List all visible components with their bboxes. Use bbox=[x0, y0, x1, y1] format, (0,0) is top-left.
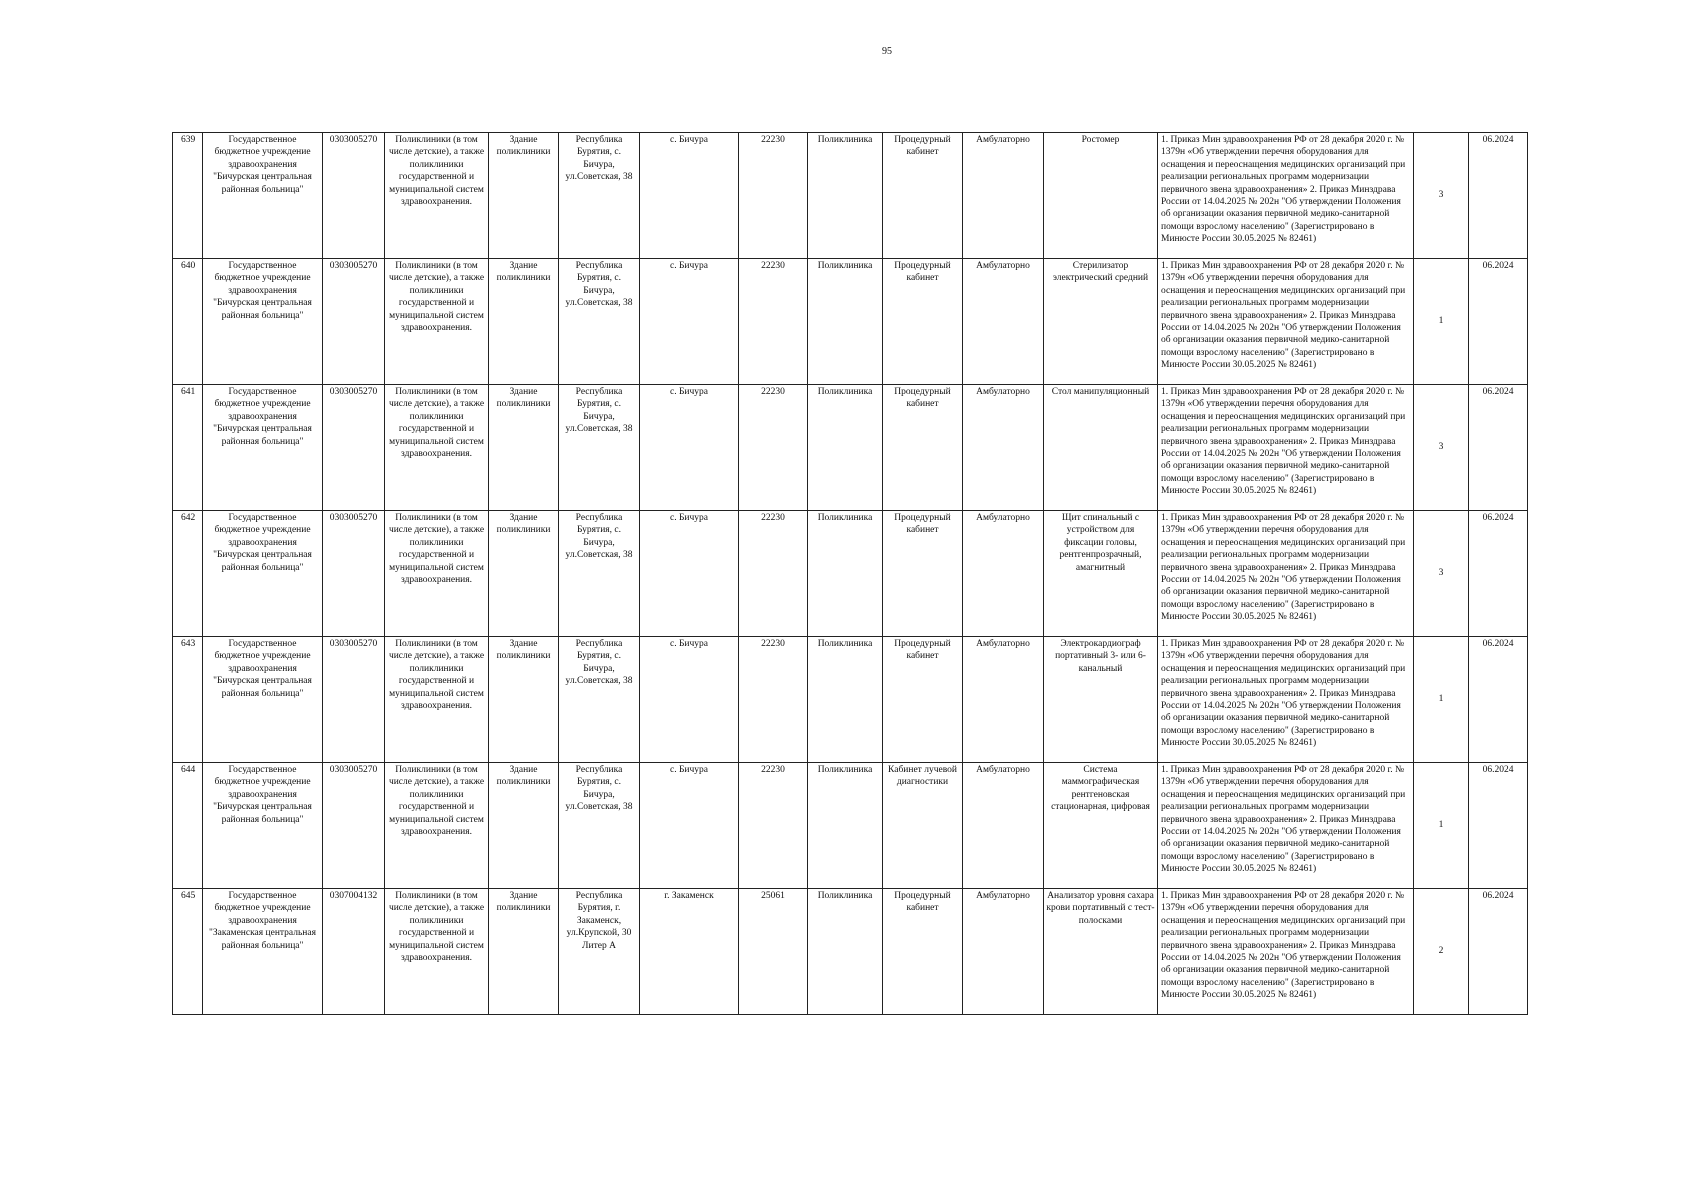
equipment-name-cell: Система маммографическая рентгеновская стационарная, цифровая bbox=[1044, 763, 1158, 889]
care-type-cell: Амбулаторно bbox=[963, 511, 1044, 637]
facility-type-cell: Поликлиники (в том числе детские), а также поликлиники государственной и муниципальной систем здравоохранения. bbox=[385, 259, 489, 385]
facility-type-cell: Поликлиники (в том числе детские), а также поликлиники государственной и муниципальной систем здравоохранения. bbox=[385, 889, 489, 1015]
care-type-cell: Амбулаторно bbox=[963, 385, 1044, 511]
settlement-code-cell: 22230 bbox=[739, 133, 808, 259]
inn-code-cell: 0303005270 bbox=[323, 763, 385, 889]
delivery-date-cell: 06.2024 bbox=[1469, 889, 1528, 1015]
room-name-cell: Кабинет лучевой диагностики bbox=[883, 763, 963, 889]
unit-name-cell: Поликлиника bbox=[808, 889, 883, 1015]
inn-code-cell: 0307004132 bbox=[323, 889, 385, 1015]
room-name-cell: Процедурный кабинет bbox=[883, 637, 963, 763]
unit-name-cell: Поликлиника bbox=[808, 133, 883, 259]
quantity-cell: 1 bbox=[1414, 259, 1469, 385]
address-cell: Республика Бурятия, с. Бичура, ул.Советская, 38 bbox=[559, 637, 640, 763]
equipment-name-cell: Стол манипуляционный bbox=[1044, 385, 1158, 511]
row-number-cell: 639 bbox=[173, 133, 203, 259]
table-row bbox=[173, 637, 1528, 763]
delivery-date-cell: 06.2024 bbox=[1469, 763, 1528, 889]
room-name-cell: Процедурный кабинет bbox=[883, 889, 963, 1015]
organization-name-cell: Государственное бюджетное учреждение здравоохранения "Бичурская центральная районная больница" bbox=[203, 385, 323, 511]
facility-type-cell: Поликлиники (в том числе детские), а также поликлиники государственной и муниципальной систем здравоохранения. bbox=[385, 763, 489, 889]
legal-basis-cell: 1. Приказ Мин здравоохранения РФ от 28 декабря 2020 г. № 1379н «Об утверждении перечня оборудования для оснащения и переоснащения медицинских организаций при реализации региональных программ модернизации первичного звена здравоохранения» 2. Приказ Минздрава России от 14.04.2025 № 202н "Об утверждении Положения об организации оказания первичной медико-санитарной помощи взрослому населению" (Зарегистрировано в Минюсте России 30.05.2025 № 82461) bbox=[1158, 259, 1414, 385]
building-name-cell: Здание поликлиники bbox=[489, 259, 559, 385]
legal-basis-cell: 1. Приказ Мин здравоохранения РФ от 28 декабря 2020 г. № 1379н «Об утверждении перечня оборудования для оснащения и переоснащения медицинских организаций при реализации региональных программ модернизации первичного звена здравоохранения» 2. Приказ Минздрава России от 14.04.2025 № 202н "Об утверждении Положения об организации оказания первичной медико-санитарной помощи взрослому населению" (Зарегистрировано в Минюсте России 30.05.2025 № 82461) bbox=[1158, 511, 1414, 637]
settlement-code-cell: 25061 bbox=[739, 889, 808, 1015]
settlement-code-cell: 22230 bbox=[739, 637, 808, 763]
building-name-cell: Здание поликлиники bbox=[489, 133, 559, 259]
facility-type-cell: Поликлиники (в том числе детские), а также поликлиники государственной и муниципальной систем здравоохранения. bbox=[385, 637, 489, 763]
settlement-code-cell: 22230 bbox=[739, 385, 808, 511]
quantity-cell: 1 bbox=[1414, 637, 1469, 763]
organization-name-cell: Государственное бюджетное учреждение здравоохранения "Бичурская центральная районная больница" bbox=[203, 511, 323, 637]
row-number-cell: 644 bbox=[173, 763, 203, 889]
inn-code-cell: 0303005270 bbox=[323, 385, 385, 511]
locality-cell: с. Бичура bbox=[640, 133, 739, 259]
unit-name-cell: Поликлиника bbox=[808, 259, 883, 385]
quantity-cell: 3 bbox=[1414, 133, 1469, 259]
organization-name-cell: Государственное бюджетное учреждение здравоохранения "Бичурская центральная районная больница" bbox=[203, 259, 323, 385]
building-name-cell: Здание поликлиники bbox=[489, 889, 559, 1015]
legal-basis-cell: 1. Приказ Мин здравоохранения РФ от 28 декабря 2020 г. № 1379н «Об утверждении перечня оборудования для оснащения и переоснащения медицинских организаций при реализации региональных программ модернизации первичного звена здравоохранения» 2. Приказ Минздрава России от 14.04.2025 № 202н "Об утверждении Положения об организации оказания первичной медико-санитарной помощи взрослому населению" (Зарегистрировано в Минюсте России 30.05.2025 № 82461) bbox=[1158, 637, 1414, 763]
unit-name-cell: Поликлиника bbox=[808, 511, 883, 637]
organization-name-cell: Государственное бюджетное учреждение здравоохранения "Бичурская центральная районная больница" bbox=[203, 133, 323, 259]
equipment-name-cell: Щит спинальный с устройством для фиксации головы, рентгенпрозрачный, амагнитный bbox=[1044, 511, 1158, 637]
legal-basis-cell: 1. Приказ Мин здравоохранения РФ от 28 декабря 2020 г. № 1379н «Об утверждении перечня оборудования для оснащения и переоснащения медицинских организаций при реализации региональных программ модернизации первичного звена здравоохранения» 2. Приказ Минздрава России от 14.04.2025 № 202н "Об утверждении Положения об организации оказания первичной медико-санитарной помощи взрослому населению" (Зарегистрировано в Минюсте России 30.05.2025 № 82461) bbox=[1158, 763, 1414, 889]
registry-body bbox=[173, 133, 1528, 1015]
inn-code-cell: 0303005270 bbox=[323, 637, 385, 763]
room-name-cell: Процедурный кабинет bbox=[883, 385, 963, 511]
quantity-cell: 3 bbox=[1414, 385, 1469, 511]
room-name-cell: Процедурный кабинет bbox=[883, 511, 963, 637]
legal-basis-cell: 1. Приказ Мин здравоохранения РФ от 28 декабря 2020 г. № 1379н «Об утверждении перечня оборудования для оснащения и переоснащения медицинских организаций при реализации региональных программ модернизации первичного звена здравоохранения» 2. Приказ Минздрава России от 14.04.2025 № 202н "Об утверждении Положения об организации оказания первичной медико-санитарной помощи взрослому населению" (Зарегистрировано в Минюсте России 30.05.2025 № 82461) bbox=[1158, 889, 1414, 1015]
address-cell: Республика Бурятия, г. Закаменск, ул.Крупской, 30 Литер А bbox=[559, 889, 640, 1015]
inn-code-cell: 0303005270 bbox=[323, 133, 385, 259]
unit-name-cell: Поликлиника bbox=[808, 763, 883, 889]
unit-name-cell: Поликлиника bbox=[808, 637, 883, 763]
delivery-date-cell: 06.2024 bbox=[1469, 133, 1528, 259]
table-row bbox=[173, 259, 1528, 385]
delivery-date-cell: 06.2024 bbox=[1469, 259, 1528, 385]
equipment-name-cell: Электрокардиограф портативный 3- или 6-канальный bbox=[1044, 637, 1158, 763]
delivery-date-cell: 06.2024 bbox=[1469, 511, 1528, 637]
equipment-name-cell: Стерилизатор электрический средний bbox=[1044, 259, 1158, 385]
room-name-cell: Процедурный кабинет bbox=[883, 259, 963, 385]
quantity-cell: 3 bbox=[1414, 511, 1469, 637]
facility-type-cell: Поликлиники (в том числе детские), а также поликлиники государственной и муниципальной систем здравоохранения. bbox=[385, 385, 489, 511]
legal-basis-cell: 1. Приказ Мин здравоохранения РФ от 28 декабря 2020 г. № 1379н «Об утверждении перечня оборудования для оснащения и переоснащения медицинских организаций при реализации региональных программ модернизации первичного звена здравоохранения» 2. Приказ Минздрава России от 14.04.2025 № 202н "Об утверждении Положения об организации оказания первичной медико-санитарной помощи взрослому населению" (Зарегистрировано в Минюсте России 30.05.2025 № 82461) bbox=[1158, 385, 1414, 511]
inn-code-cell: 0303005270 bbox=[323, 511, 385, 637]
quantity-cell: 1 bbox=[1414, 763, 1469, 889]
room-name-cell: Процедурный кабинет bbox=[883, 133, 963, 259]
care-type-cell: Амбулаторно bbox=[963, 637, 1044, 763]
quantity-cell: 2 bbox=[1414, 889, 1469, 1015]
equipment-registry-table bbox=[172, 132, 1528, 1015]
row-number-cell: 645 bbox=[173, 889, 203, 1015]
settlement-code-cell: 22230 bbox=[739, 511, 808, 637]
settlement-code-cell: 22230 bbox=[739, 259, 808, 385]
page-number: 95 bbox=[882, 46, 892, 57]
locality-cell: г. Закаменск bbox=[640, 889, 739, 1015]
locality-cell: с. Бичура bbox=[640, 763, 739, 889]
table-row bbox=[173, 889, 1528, 1015]
delivery-date-cell: 06.2024 bbox=[1469, 637, 1528, 763]
address-cell: Республика Бурятия, с. Бичура, ул.Советская, 38 bbox=[559, 763, 640, 889]
unit-name-cell: Поликлиника bbox=[808, 385, 883, 511]
inn-code-cell: 0303005270 bbox=[323, 259, 385, 385]
facility-type-cell: Поликлиники (в том числе детские), а также поликлиники государственной и муниципальной систем здравоохранения. bbox=[385, 133, 489, 259]
address-cell: Республика Бурятия, с. Бичура, ул.Советская, 38 bbox=[559, 511, 640, 637]
organization-name-cell: Государственное бюджетное учреждение здравоохранения "Бичурская центральная районная больница" bbox=[203, 637, 323, 763]
address-cell: Республика Бурятия, с. Бичура, ул.Советская, 38 bbox=[559, 133, 640, 259]
table-row bbox=[173, 385, 1528, 511]
legal-basis-cell: 1. Приказ Мин здравоохранения РФ от 28 декабря 2020 г. № 1379н «Об утверждении перечня оборудования для оснащения и переоснащения медицинских организаций при реализации региональных программ модернизации первичного звена здравоохранения» 2. Приказ Минздрава России от 14.04.2025 № 202н "Об утверждении Положения об организации оказания первичной медико-санитарной помощи взрослому населению" (Зарегистрировано в Минюсте России 30.05.2025 № 82461) bbox=[1158, 133, 1414, 259]
organization-name-cell: Государственное бюджетное учреждение здравоохранения "Бичурская центральная районная больница" bbox=[203, 763, 323, 889]
care-type-cell: Амбулаторно bbox=[963, 889, 1044, 1015]
locality-cell: с. Бичура bbox=[640, 259, 739, 385]
table-row bbox=[173, 133, 1528, 259]
row-number-cell: 643 bbox=[173, 637, 203, 763]
equipment-name-cell: Ростомер bbox=[1044, 133, 1158, 259]
settlement-code-cell: 22230 bbox=[739, 763, 808, 889]
locality-cell: с. Бичура bbox=[640, 385, 739, 511]
care-type-cell: Амбулаторно bbox=[963, 259, 1044, 385]
building-name-cell: Здание поликлиники bbox=[489, 511, 559, 637]
row-number-cell: 642 bbox=[173, 511, 203, 637]
building-name-cell: Здание поликлиники bbox=[489, 763, 559, 889]
row-number-cell: 640 bbox=[173, 259, 203, 385]
address-cell: Республика Бурятия, с. Бичура, ул.Советская, 38 bbox=[559, 385, 640, 511]
facility-type-cell: Поликлиники (в том числе детские), а также поликлиники государственной и муниципальной систем здравоохранения. bbox=[385, 511, 489, 637]
table-row bbox=[173, 511, 1528, 637]
delivery-date-cell: 06.2024 bbox=[1469, 385, 1528, 511]
row-number-cell: 641 bbox=[173, 385, 203, 511]
locality-cell: с. Бичура bbox=[640, 511, 739, 637]
building-name-cell: Здание поликлиники bbox=[489, 637, 559, 763]
care-type-cell: Амбулаторно bbox=[963, 133, 1044, 259]
building-name-cell: Здание поликлиники bbox=[489, 385, 559, 511]
table-row bbox=[173, 763, 1528, 889]
equipment-name-cell: Анализатор уровня сахара крови портативный с тест-полосками bbox=[1044, 889, 1158, 1015]
care-type-cell: Амбулаторно bbox=[963, 763, 1044, 889]
organization-name-cell: Государственное бюджетное учреждение здравоохранения "Закаменская центральная районная больница" bbox=[203, 889, 323, 1015]
address-cell: Республика Бурятия, с. Бичура, ул.Советская, 38 bbox=[559, 259, 640, 385]
locality-cell: с. Бичура bbox=[640, 637, 739, 763]
